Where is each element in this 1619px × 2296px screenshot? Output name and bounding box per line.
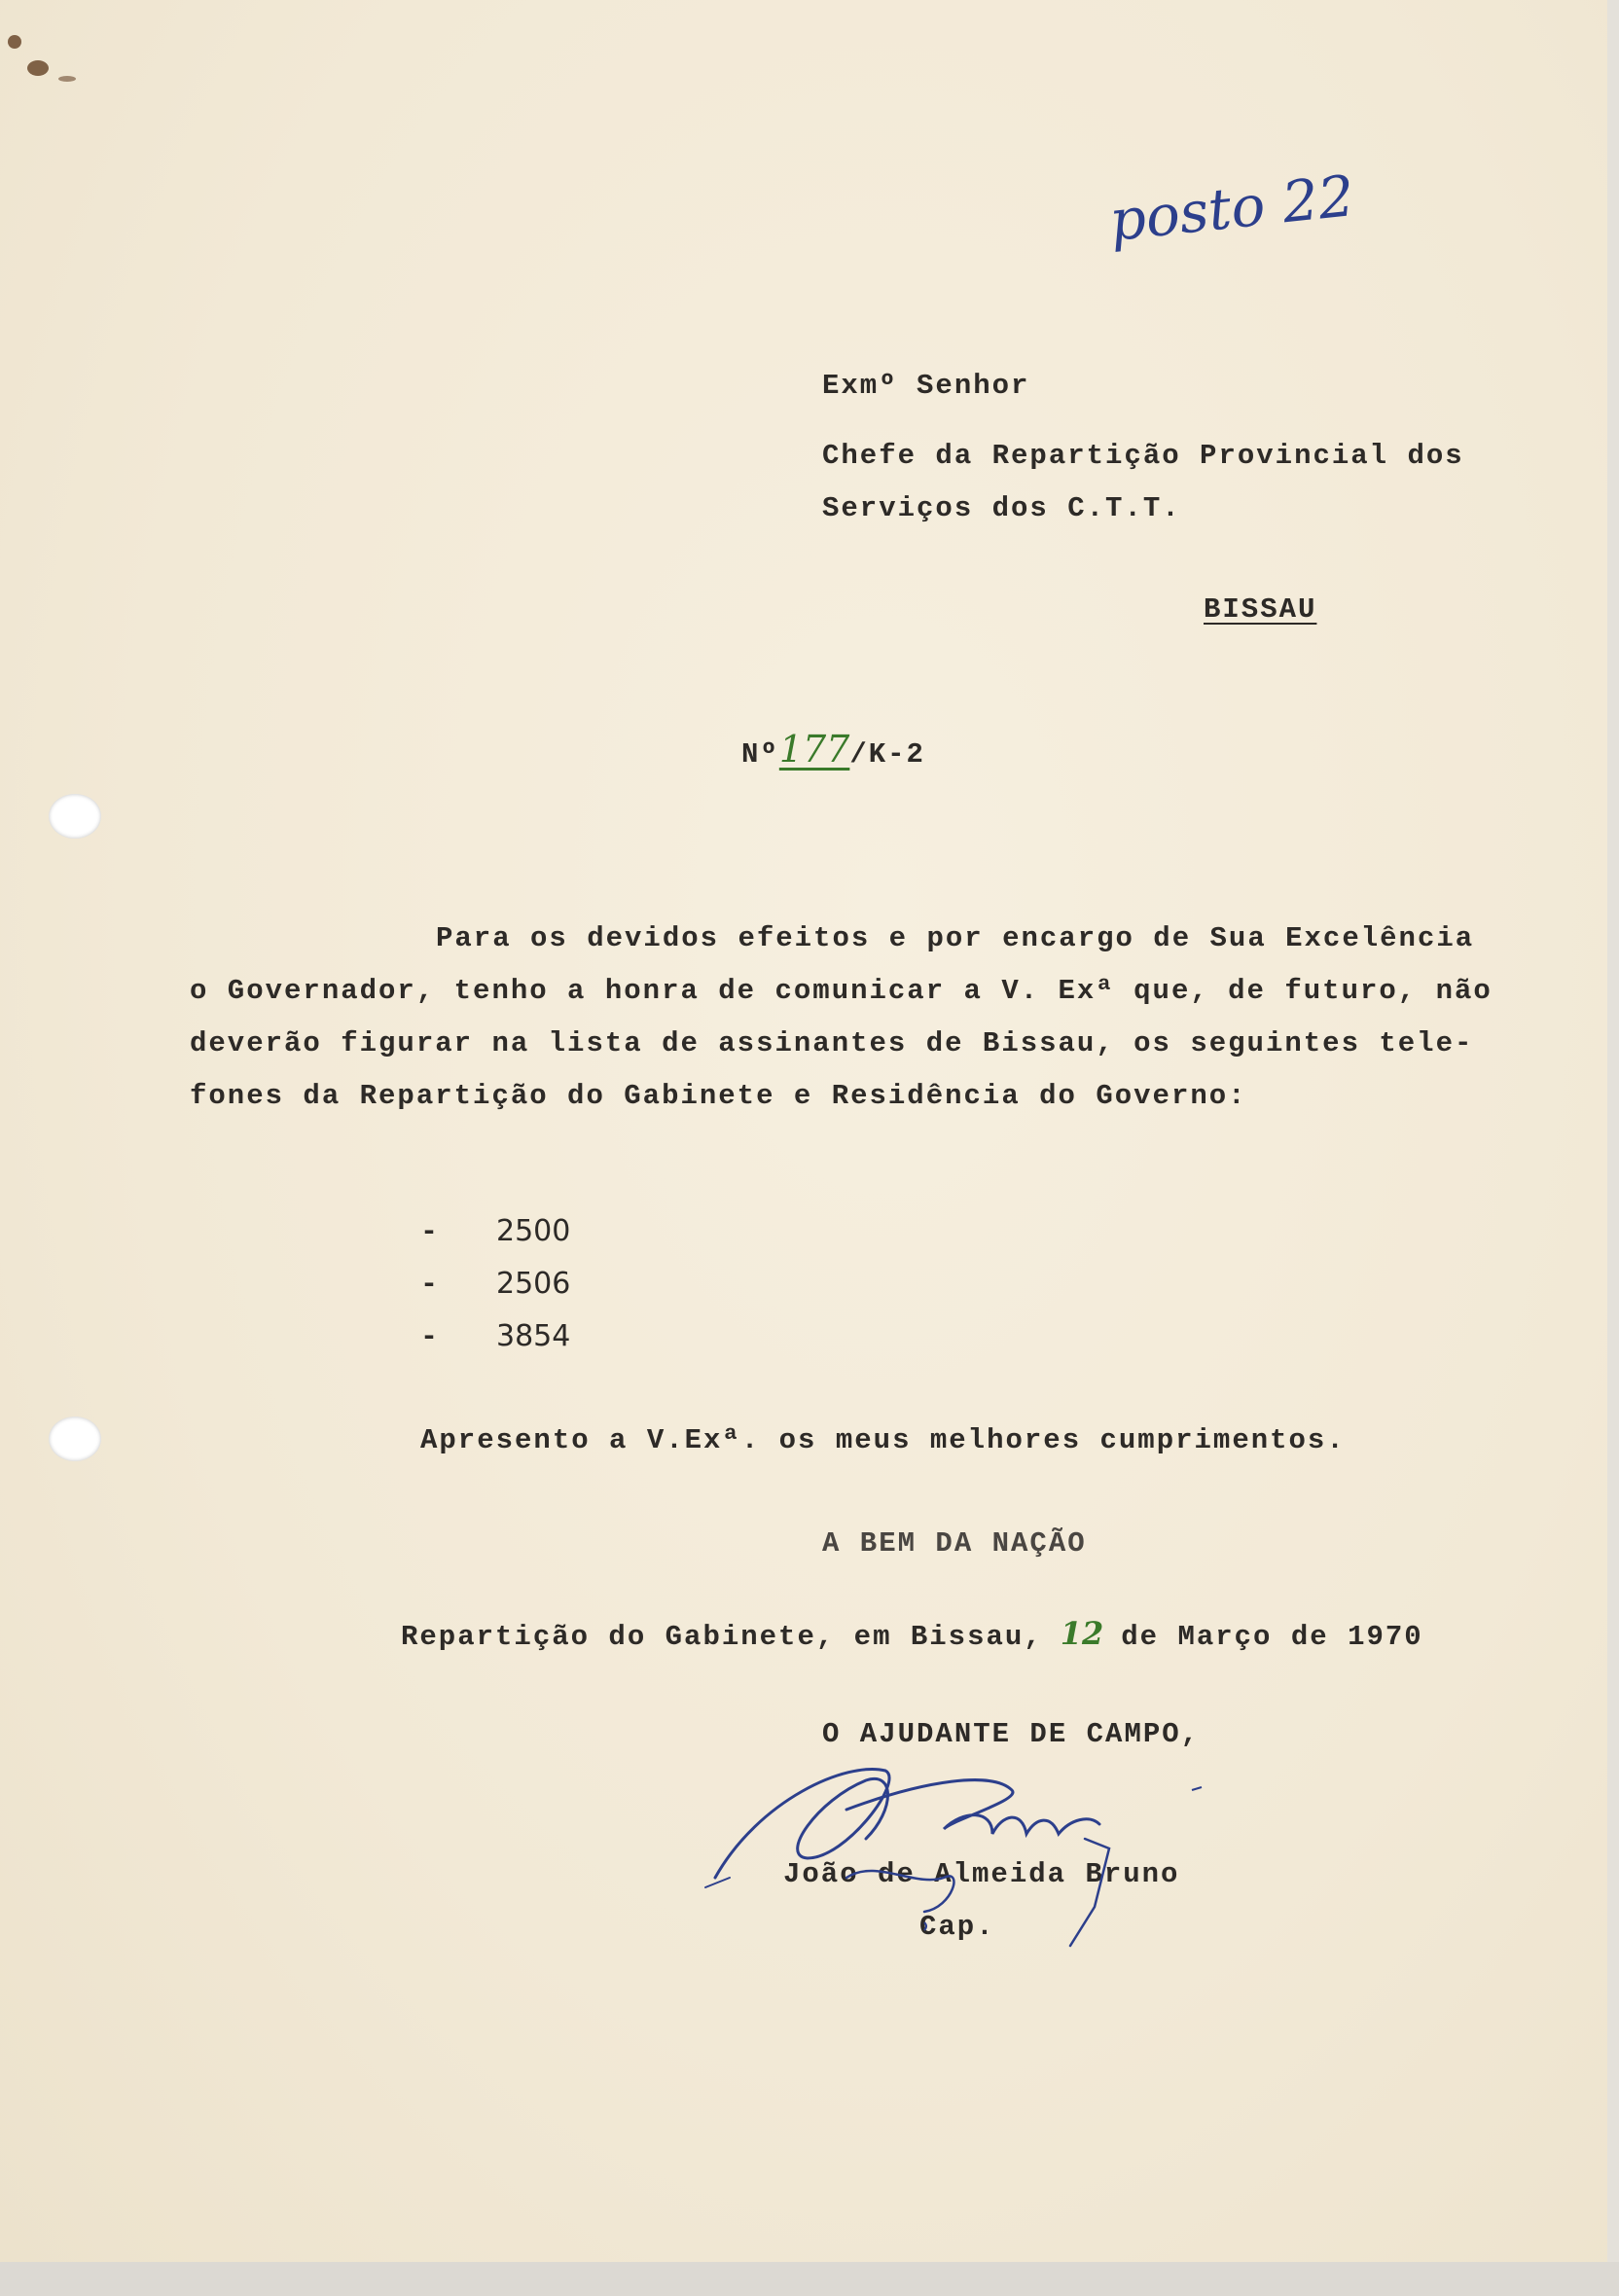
dateline-place: Repartição do Gabinete, em Bissau, — [401, 1621, 1043, 1653]
body-line-4: fones da Repartição do Gabinete e Residência do Governo: — [190, 1080, 1247, 1112]
rust-stain — [58, 76, 76, 82]
addressee-city: BISSAU — [1204, 593, 1317, 626]
body-line-2: o Governador, tenho a honra de comunicar a V. Exª que, de futuro, não — [190, 975, 1493, 1007]
addressee-line-1: Chefe da Repartição Provincial dos — [822, 440, 1464, 472]
phone-number: 2506 — [496, 1267, 571, 1301]
handwritten-note: posto 22 — [1106, 162, 1358, 254]
rust-stain — [27, 60, 49, 76]
dateline-day: 12 — [1060, 1615, 1104, 1652]
reference-prefix: Nº — [741, 738, 779, 771]
list-dash: - — [420, 1216, 439, 1249]
scan-edge — [1607, 0, 1619, 2296]
closing-line: Apresento a V.Exª. os meus melhores cumprimentos. — [420, 1424, 1346, 1456]
phone-number: 3854 — [496, 1319, 571, 1353]
dateline — [401, 1615, 1423, 1653]
scan-edge — [0, 2262, 1619, 2296]
phone-number: 2500 — [496, 1214, 571, 1248]
signatory-name: João de Almeida Bruno — [783, 1858, 1180, 1890]
body-line-1: Para os devidos efeitos e por encargo de Sua Excelência — [436, 922, 1475, 954]
list-dash: - — [420, 1321, 439, 1354]
handwritten-signature — [701, 1741, 1226, 1965]
reference-handwritten-number: 177 — [778, 728, 850, 771]
signatory-title: O AJUDANTE DE CAMPO, — [822, 1718, 1201, 1750]
list-dash: - — [420, 1269, 439, 1302]
rust-stain — [8, 35, 21, 49]
addressee-line-2: Serviços dos C.T.T. — [822, 492, 1181, 524]
body-line-3: deverão figurar na lista de assinantes de Bissau, os seguintes tele- — [190, 1027, 1474, 1059]
motto: A BEM DA NAÇÃO — [822, 1527, 1087, 1560]
dateline-date: de Março de 1970 — [1121, 1621, 1423, 1653]
reference-suffix: /K-2 — [849, 738, 925, 771]
punch-hole — [49, 794, 101, 839]
reference-number — [741, 728, 925, 771]
signatory-rank: Cap. — [919, 1911, 995, 1943]
punch-hole — [49, 1417, 101, 1461]
salutation: Exmº Senhor — [822, 370, 1030, 402]
